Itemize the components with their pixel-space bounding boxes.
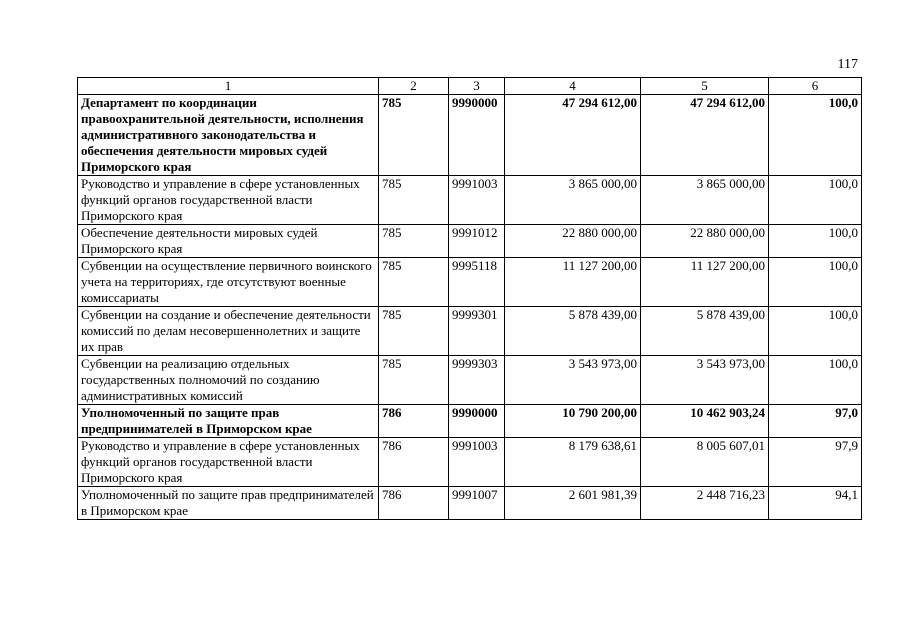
row-name-cell: Уполномоченный по защите прав предпринимателей в Приморском крае xyxy=(78,405,379,438)
column-header: 6 xyxy=(769,78,862,95)
row-code-cell: 9995118 xyxy=(449,258,505,307)
column-header: 5 xyxy=(641,78,769,95)
row-amount-cell: 47 294 612,00 xyxy=(505,95,641,176)
row-amount-cell: 3 865 000,00 xyxy=(505,176,641,225)
row-percent-cell: 100,0 xyxy=(769,95,862,176)
row-amount-cell: 22 880 000,00 xyxy=(505,225,641,258)
row-percent-cell: 100,0 xyxy=(769,225,862,258)
table-row xyxy=(78,95,862,176)
row-code-cell: 786 xyxy=(379,487,449,520)
row-percent-cell: 100,0 xyxy=(769,356,862,405)
row-name-cell: Субвенции на реализацию отдельных государственных полномочий по созданию административных комиссий xyxy=(78,356,379,405)
table-row xyxy=(78,487,862,520)
table-row xyxy=(78,307,862,356)
row-amount-cell: 5 878 439,00 xyxy=(641,307,769,356)
row-amount-cell: 11 127 200,00 xyxy=(505,258,641,307)
row-code-cell: 9999301 xyxy=(449,307,505,356)
row-code-cell: 785 xyxy=(379,95,449,176)
column-header: 1 xyxy=(78,78,379,95)
row-amount-cell: 10 462 903,24 xyxy=(641,405,769,438)
row-name-cell: Субвенции на создание и обеспечение деятельности комиссий по делам несовершеннолетних и защите их прав xyxy=(78,307,379,356)
row-name-cell: Руководство и управление в сфере установленных функций органов государственной власти Приморского края xyxy=(78,438,379,487)
row-amount-cell: 5 878 439,00 xyxy=(505,307,641,356)
header-row xyxy=(78,78,862,95)
table-body xyxy=(78,95,862,520)
table-row xyxy=(78,438,862,487)
row-code-cell: 9991003 xyxy=(449,438,505,487)
row-percent-cell: 97,9 xyxy=(769,438,862,487)
row-amount-cell: 8 005 607,01 xyxy=(641,438,769,487)
row-code-cell: 9991012 xyxy=(449,225,505,258)
row-amount-cell: 8 179 638,61 xyxy=(505,438,641,487)
row-percent-cell: 94,1 xyxy=(769,487,862,520)
row-name-cell: Субвенции на осуществление первичного воинского учета на территориях, где отсутствуют военные комиссариаты xyxy=(78,258,379,307)
row-name-cell: Руководство и управление в сфере установленных функций органов государственной власти Приморского края xyxy=(78,176,379,225)
row-percent-cell: 100,0 xyxy=(769,258,862,307)
row-amount-cell: 11 127 200,00 xyxy=(641,258,769,307)
row-code-cell: 9990000 xyxy=(449,405,505,438)
table-row xyxy=(78,258,862,307)
table-row xyxy=(78,405,862,438)
row-amount-cell: 22 880 000,00 xyxy=(641,225,769,258)
row-amount-cell: 10 790 200,00 xyxy=(505,405,641,438)
table-row xyxy=(78,225,862,258)
row-code-cell: 785 xyxy=(379,356,449,405)
row-amount-cell: 3 543 973,00 xyxy=(505,356,641,405)
page-number: 117 xyxy=(837,57,858,72)
row-percent-cell: 100,0 xyxy=(769,176,862,225)
row-code-cell: 9999303 xyxy=(449,356,505,405)
column-header: 2 xyxy=(379,78,449,95)
row-amount-cell: 2 601 981,39 xyxy=(505,487,641,520)
row-amount-cell: 3 543 973,00 xyxy=(641,356,769,405)
row-code-cell: 785 xyxy=(379,307,449,356)
row-percent-cell: 100,0 xyxy=(769,307,862,356)
row-percent-cell: 97,0 xyxy=(769,405,862,438)
row-code-cell: 785 xyxy=(379,258,449,307)
row-code-cell: 9991007 xyxy=(449,487,505,520)
row-code-cell: 9991003 xyxy=(449,176,505,225)
row-code-cell: 785 xyxy=(379,176,449,225)
column-header: 3 xyxy=(449,78,505,95)
row-code-cell: 786 xyxy=(379,405,449,438)
table-row xyxy=(78,176,862,225)
row-amount-cell: 47 294 612,00 xyxy=(641,95,769,176)
row-name-cell: Уполномоченный по защите прав предпринимателей в Приморском крае xyxy=(78,487,379,520)
table-row xyxy=(78,356,862,405)
row-code-cell: 786 xyxy=(379,438,449,487)
budget-table xyxy=(77,77,862,520)
row-code-cell: 9990000 xyxy=(449,95,505,176)
row-code-cell: 785 xyxy=(379,225,449,258)
column-header: 4 xyxy=(505,78,641,95)
row-amount-cell: 3 865 000,00 xyxy=(641,176,769,225)
row-name-cell: Обеспечение деятельности мировых судей Приморского края xyxy=(78,225,379,258)
row-name-cell: Департамент по координации правоохранительной деятельности, исполнения административного законодательства и обеспечения деятельности мировых судей Приморского края xyxy=(78,95,379,176)
row-amount-cell: 2 448 716,23 xyxy=(641,487,769,520)
